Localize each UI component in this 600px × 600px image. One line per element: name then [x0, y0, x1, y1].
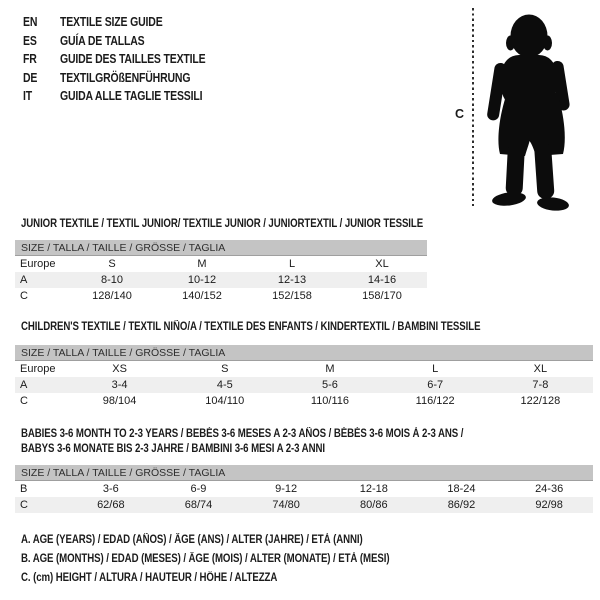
table-cell: 158/170 [362, 290, 402, 302]
table-cell: 10-12 [157, 272, 247, 288]
table-cell: L [288, 258, 296, 270]
table-cell: 128/140 [92, 290, 132, 302]
children-size-table [15, 345, 593, 409]
table-cell: 116/122 [415, 395, 455, 407]
row-label: A [15, 272, 67, 288]
lang-row-fr [23, 50, 206, 69]
table-cell: 12-13 [247, 272, 337, 288]
table-cell: 104/110 [205, 395, 245, 407]
table-cell: 4-5 [172, 377, 277, 393]
size-header: SIZE / TALLA / TAILLE / GRÖSSE / TAGLIA [15, 465, 593, 481]
row-label: Europe [20, 363, 56, 375]
table-cell: XS [112, 363, 127, 375]
lang-row-it [23, 87, 206, 106]
height-measure-dotted-line [472, 8, 474, 206]
lang-title: TEXTILE SIZE GUIDE [59, 15, 163, 30]
row-label: C [20, 290, 28, 302]
table-cell: S [108, 258, 116, 270]
babies-title-line1: BABIES 3-6 MONTH TO 2-3 YEARS / BEBÉS 3-6 MESES A 2-3 AÑOS / BÉBÉS 3-6 MOIS À 2-3 ANS / [21, 428, 464, 440]
table-cell: 92/98 [505, 497, 593, 513]
toddler-silhouette [477, 3, 599, 213]
table-cell: 3-4 [67, 377, 172, 393]
row-label: Europe [20, 258, 56, 270]
table-cell: 5-6 [277, 377, 382, 393]
table-cell: M [197, 258, 207, 270]
babies-section-title [21, 427, 548, 457]
table-cell: S [221, 363, 229, 375]
table-cell: 3-6 [102, 483, 119, 495]
table-row [15, 497, 593, 513]
row-label: B [20, 483, 28, 495]
legend-height-cm: C. (cm) HEIGHT / ALTURA / HAUTEUR / HÖHE / ALTEZZA [21, 572, 278, 584]
table-cell: 62/68 [67, 497, 155, 513]
measure-legend [21, 531, 460, 588]
table-cell: 6-9 [190, 483, 207, 495]
table-cell: 24-36 [535, 483, 564, 495]
table-cell: 98/104 [102, 395, 137, 407]
table-cell: 68/74 [155, 497, 243, 513]
lang-code: ES [23, 33, 37, 48]
children-section-title: CHILDREN'S TEXTILE / TEXTIL NIÑO/A / TEXTILE DES ENFANTS / KINDERTEXTIL / BAMBINI TESSILE [21, 321, 481, 333]
lang-code: DE [23, 70, 38, 85]
table-cell: 74/80 [242, 497, 330, 513]
table-cell: 86/92 [418, 497, 506, 513]
lang-row-en [23, 13, 206, 32]
lang-row-de [23, 69, 206, 88]
lang-row-es [23, 32, 206, 51]
lang-title: GUÍA DE TALLAS [59, 33, 145, 48]
lang-title: GUIDA ALLE TAGLIE TESSILI [59, 89, 203, 104]
table-cell: 12-18 [359, 483, 388, 495]
lang-code: IT [23, 89, 33, 104]
table-cell: M [325, 363, 335, 375]
junior-section-title: JUNIOR TEXTILE / TEXTIL JUNIOR/ TEXTILE JUNIOR / JUNIORTEXTIL / JUNIOR TESSILE [21, 218, 424, 230]
lang-title: GUIDE DES TAILLES TEXTILE [59, 52, 206, 67]
table-cell: 18-24 [447, 483, 476, 495]
table-cell: XL [375, 258, 389, 270]
table-cell: 152/158 [272, 290, 312, 302]
row-label: C [20, 395, 28, 407]
table-cell: L [432, 363, 439, 375]
table-row [15, 272, 427, 288]
table-row [15, 377, 593, 393]
row-label: A [15, 377, 67, 393]
legend-age-years: A. AGE (YEARS) / EDAD (AÑOS) / ÂGE (ANS) / ALTER (JAHRE) / ETÀ (ANNI) [21, 534, 363, 546]
table-row [15, 481, 593, 498]
table-row [15, 361, 593, 378]
babies-size-table [15, 465, 593, 513]
lang-title: TEXTILGRÖßENFÜHRUNG [59, 70, 191, 85]
table-row [15, 288, 427, 304]
table-cell: 7-8 [488, 377, 593, 393]
babies-title-line2: BABYS 3-6 MONATE BIS 2-3 JAHRE / BAMBINI 3-6 MESI A 2-3 ANNI [21, 443, 325, 455]
language-title-list [23, 13, 240, 106]
legend-age-months: B. AGE (MONTHS) / EDAD (MESES) / ÂGE (MOIS) / ALTER (MONATE) / ETÀ (MESI) [21, 553, 390, 565]
table-cell: 14-16 [337, 272, 427, 288]
table-row [15, 393, 593, 409]
table-cell: 8-10 [67, 272, 157, 288]
table-cell: 122/128 [520, 395, 561, 407]
table-cell: 140/152 [182, 290, 222, 302]
table-cell: 80/86 [330, 497, 418, 513]
table-row [15, 256, 427, 273]
table-cell: 110/116 [310, 395, 350, 407]
table-cell: 9-12 [275, 483, 298, 495]
table-cell: XL [533, 363, 548, 375]
lang-code: EN [23, 15, 38, 30]
table-cell: 6-7 [383, 377, 488, 393]
size-header: SIZE / TALLA / TAILLE / GRÖSSE / TAGLIA [15, 240, 427, 256]
lang-code: FR [23, 52, 37, 67]
size-header: SIZE / TALLA / TAILLE / GRÖSSE / TAGLIA [15, 345, 593, 361]
junior-size-table [15, 240, 427, 304]
row-label: C [15, 497, 67, 513]
height-measure-label: C [455, 107, 465, 121]
